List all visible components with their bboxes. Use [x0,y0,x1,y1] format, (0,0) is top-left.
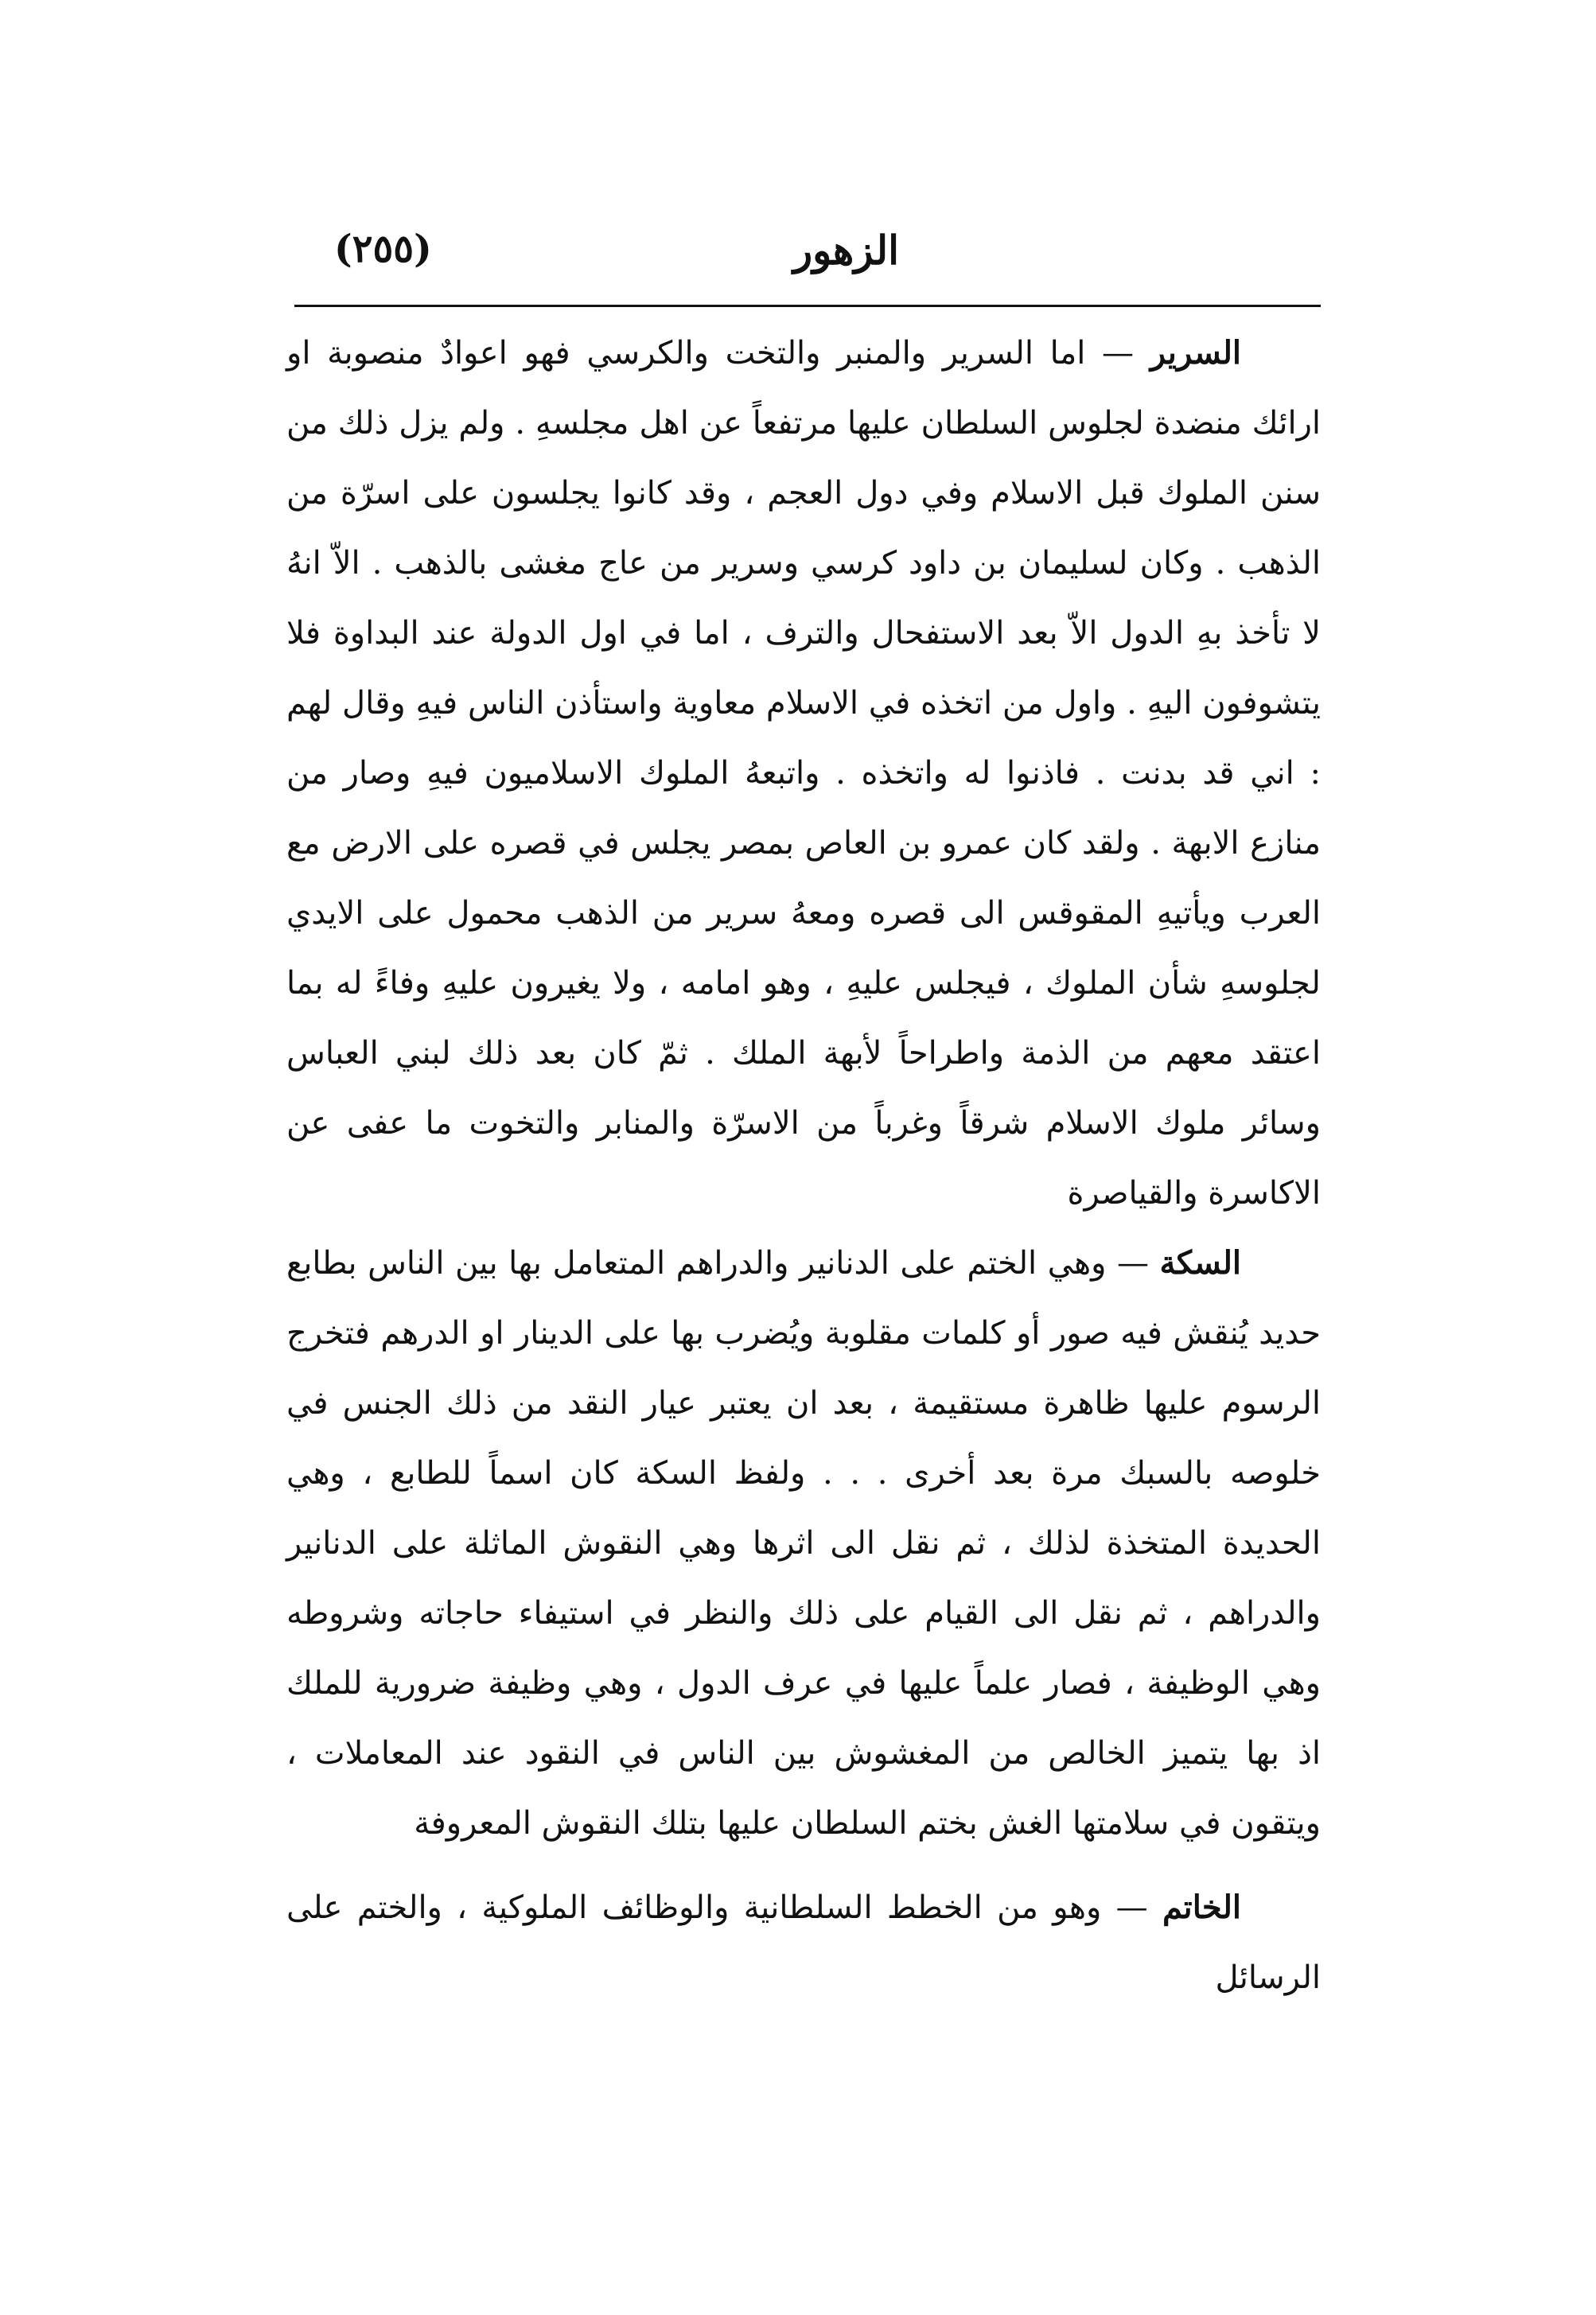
page-header [294,227,1321,290]
paragraph-text: — وهي الختم على الدنانير والدراهم المتعامل بها بين الناس بطابع حديد يُنقش فيه صور أو كلمات مقلوبة ويُضرب بها على الدينار او الدرهم فتخرج الرسوم عليها ظاهرة مستقيمة ، بعد ان يعتبر عيار النقد من ذلك الجنس في خلوصه بالسبك مرة بعد أخرى . . . ولفظ السكة كان اسماً للطابع ، وهي الحديدة المتخذة لذلك ، ثم نقل الى اثرها وهي النقوش الماثلة على الدنانير والدراهم ، ثم نقل الى القيام على ذلك والنظر في استيفاء حاجاته وشروطه وهي الوظيفة ، فصار علماً عليها في عرف الدول ، وهي وظيفة ضرورية للملك اذ بها يتميز الخالص من المغشوش بين الناس في النقود عند المعاملات ، ويتقون في سلامتها الغش بختم السلطان عليها بتلك النقوش المعروفة [286,1245,1321,1842]
running-title: الزهور [792,227,899,274]
paragraph-term: السكة [1159,1244,1241,1282]
paragraph-sikka [286,1228,1321,1858]
paragraph-text: — وهو من الخطط السلطانية والوظائف الملوكية ، والختم على الرسائل [286,1889,1321,1996]
paragraph-term: الخاتم [1162,1889,1241,1926]
paragraph-text: — اما السرير والمنبر والتخت والكرسي فهو اعوادٌ منصوبة او ارائك منضدة لجلوس السلطان عليها مرتفعاً عن اهل مجلسهِ . ولم يزل ذلك من سنن الملوك قبل الاسلام وفي دول العجم ، وقد كانوا يجلسون على اسرّة من الذهب . وكان لسليمان بن داود كرسي وسرير من عاج مغشى بالذهب . الاّ انهُ لا تأخذ بهِ الدول الاّ بعد الاستفحال والترف ، اما في اول الدولة عند البداوة فلا يتشوفون اليهِ . واول من اتخذه في الاسلام معاوية واستأذن الناس فيهِ وقال لهم : اني قد بدنت . فاذنوا له واتخذه . واتبعهُ الملوك الاسلاميون فيهِ وصار من منازع الابهة . ولقد كان عمرو بن العاص بمصر يجلس في قصره على الارض مع العرب ويأتيهِ المقوقس الى قصره ومعهُ سرير من الذهب محمول على الايدي لجلوسهِ شأن الملوك ، فيجلس عليهِ ، وهو امامه ، ولا يغيرون عليهِ وفاءً له بما اعتقد معهم من الذمة واطراحاً لأبهة الملك . ثمّ كان بعد ذلك لبني العباس وسائر ملوك الاسلام شرقاً وغرباً من الاسرّة والمنابر والتخوت ما عفى عن الاكاسرة والقياصرة [286,335,1321,1212]
paragraph-khatam [286,1873,1321,2013]
paragraph-term: السرير [1150,334,1241,372]
page-number: (٢٥٥) [334,227,432,271]
body-text [286,318,1321,2013]
paragraph-sarir [286,318,1321,1228]
header-rule [294,305,1321,307]
